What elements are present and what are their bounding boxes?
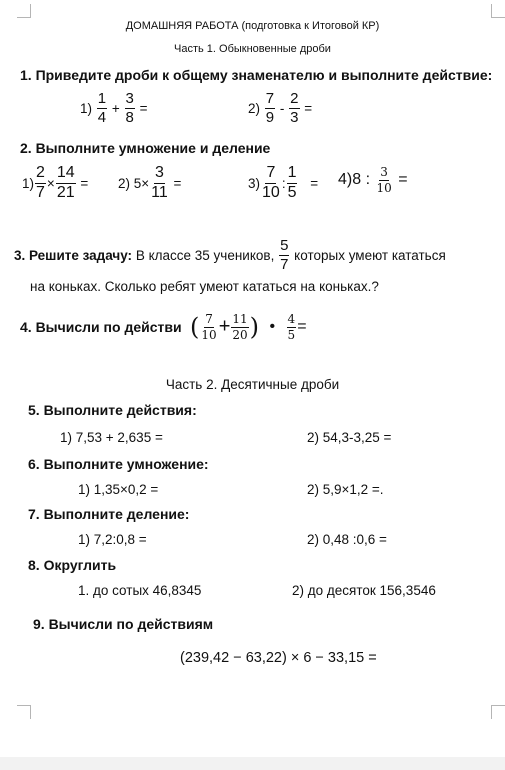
fraction: $\frac{7}{10}$ [201, 312, 217, 342]
question-6-title: 6. Выполните умножение: [28, 456, 209, 472]
fraction: $\frac{14}{21}$ [56, 164, 75, 201]
q6-item-2: 2) 5,9×1,2 =. [307, 482, 384, 497]
question-7-title: 7. Выполните деление: [28, 506, 190, 522]
q6-item-1: 1) 1,35×0,2 = [78, 482, 159, 497]
q7-item-1: 1) 7,2:0,8 = [78, 532, 147, 547]
fraction: $\frac{1}{4}$ [97, 90, 107, 126]
fraction: $\frac{3}{11}$ [151, 164, 168, 201]
q2-expression-2: 2) 5× $\frac{3}{11}$ = [118, 164, 182, 201]
fraction: $\frac{3}{10}$ [376, 165, 392, 195]
question-3-line-2: на коньках. Сколько ребят умеют кататься на коньках.? [30, 279, 379, 294]
fraction: $\frac{1}{5}$ [287, 164, 297, 201]
question-9-title: 9. Вычисли по действиям [33, 616, 214, 632]
question-4: 4. Вычисли по действи ( $\frac{7}{10}$ + $\frac{11}{20}$ ) • $\frac{4}{5}$ = [20, 312, 307, 342]
question-5-title: 5. Выполните действия: [28, 402, 197, 418]
fraction: $\frac{7}{10}$ [262, 164, 280, 201]
fraction: $\frac{3}{8}$ [125, 90, 134, 126]
question-8-title: 8. Округлить [28, 557, 117, 573]
corner-mark-bottom-left [17, 705, 31, 719]
q1-expression-2: 2) $\frac{7}{9}$ - $\frac{2}{3}$ = [248, 90, 313, 126]
question-1-title: 1. Приведите дроби к общему знаменателю и выполните действие: [20, 67, 493, 83]
question-4-title: 4. Вычисли по действи [20, 319, 182, 336]
q5-item-1: 1) 7,53 + 2,635 = [60, 430, 163, 445]
q8-item-2: 2) до десяток 156,3546 [292, 583, 436, 598]
question-2-title: 2. Выполните умножение и деление [20, 140, 271, 156]
q2-expression-3: 3) $\frac{7}{10}$ : $\frac{1}{5}$ = [248, 164, 319, 201]
q7-item-2: 2) 0,48 :0,6 = [307, 532, 387, 547]
fraction: $\frac{2}{3}$ [290, 90, 299, 126]
q9-expression: (239,42 − 63,22) × 6 − 33,15 = [180, 650, 377, 666]
q1-expression-1: 1) $\frac{1}{4}$ + $\frac{3}{8}$ = [80, 90, 148, 126]
corner-mark-top-right [491, 4, 505, 18]
corner-mark-top-left [17, 4, 31, 18]
q2-expression-4: 4)8 : $\frac{3}{10}$ = [338, 165, 408, 195]
fraction: $\frac{5}{7}$ [280, 237, 289, 273]
corner-mark-bottom-right [491, 705, 505, 719]
fraction: $\frac{7}{9}$ [265, 90, 275, 126]
q2-expression-1: 1) $\frac{2}{7}$ × $\frac{14}{21}$ = [22, 164, 89, 201]
q8-item-1: 1. до сотых 46,8345 [78, 583, 202, 598]
part-1-heading: Часть 1. Обыкновенные дроби [174, 43, 331, 55]
q5-item-2: 2) 54,3-3,25 = [307, 430, 392, 445]
document-title: ДОМАШНЯЯ РАБОТА (подготовка к Итоговой КР) [125, 20, 380, 32]
fraction: $\frac{11}{20}$ [232, 312, 248, 342]
part-2-heading: Часть 2. Десятичные дроби [165, 377, 340, 392]
fraction: $\frac{2}{7}$ [36, 164, 45, 201]
question-3-line-1: 3. Решите задачу: В классе 35 учеников, $\frac{5}{7}$ которых умеют кататься [14, 237, 446, 273]
fraction: $\frac{4}{5}$ [287, 312, 296, 342]
